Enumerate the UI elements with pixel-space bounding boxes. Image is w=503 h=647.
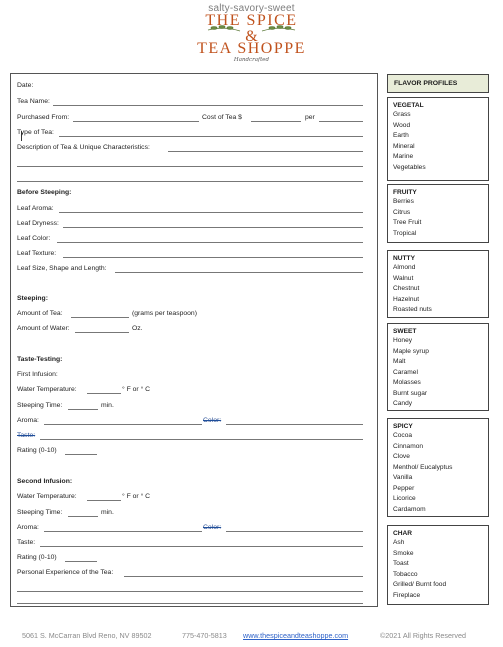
flavor-item: Honey <box>393 337 413 344</box>
tasting-form <box>10 73 378 607</box>
type-of-tea-label: Type of Tea: <box>17 129 54 136</box>
color-label-2: Color: <box>203 524 222 531</box>
color-field[interactable] <box>226 424 363 425</box>
flavor-item: Candy <box>393 400 413 407</box>
logo-handcrafted: Handcrafted <box>233 57 270 63</box>
per-label: per <box>305 114 315 121</box>
flavor-group-title: NUTTY <box>393 255 415 262</box>
leaf-color-label: Leaf Color: <box>17 235 51 242</box>
min-label: min. <box>101 402 114 409</box>
flavor-item: Menthol/ Eucalyptus <box>393 463 453 471</box>
flavor-item: Tree Fruit <box>393 219 422 226</box>
leaf-size-field[interactable] <box>115 272 363 273</box>
second-infusion-heading: Second Infusion: <box>17 478 73 485</box>
flavor-group-title: SPICY <box>393 423 413 430</box>
leaf-texture-field[interactable] <box>63 257 363 258</box>
logo-ampersand: & <box>245 28 258 45</box>
cost-field[interactable] <box>251 121 301 122</box>
flavor-item: Vanilla <box>393 474 413 481</box>
description-label: Description of Tea & Unique Characteristics: <box>17 144 150 151</box>
flavor-profiles-header: FLAVOR PROFILES <box>387 74 489 93</box>
steeping-time-field-2[interactable] <box>68 516 98 517</box>
footer-phone: 775-470-5813 <box>182 631 227 640</box>
steeping-time-label-2: Steeping Time: <box>17 509 63 516</box>
taste-field[interactable] <box>40 439 363 440</box>
description-line[interactable] <box>17 166 363 167</box>
flavor-item: Grass <box>393 111 411 118</box>
flavor-item: Walnut <box>393 274 414 282</box>
flavor-item: Clove <box>393 453 410 460</box>
rating-field-2[interactable] <box>65 561 97 562</box>
flavor-group-char <box>387 525 489 605</box>
amount-of-water-label: Amount of Water: <box>17 325 70 332</box>
flavor-item: Tobacco <box>393 570 418 578</box>
flavor-item: Vegetables <box>393 163 426 171</box>
oz-label: Oz. <box>132 325 143 332</box>
grams-per-teaspoon: (grams per teaspoon) <box>132 310 197 317</box>
text-cursor <box>21 131 22 141</box>
temperature-unit-2: ° F or ° C <box>122 493 151 500</box>
rating-label-2: Rating (0-10) <box>17 554 57 561</box>
flavor-item: Cinnamon <box>393 442 424 450</box>
taste-label-2: Taste: <box>17 539 36 546</box>
water-temperature-label-2: Water Temperature: <box>17 493 77 500</box>
tea-name-label: Tea Name: <box>17 98 50 105</box>
amount-of-tea-label: Amount of Tea: <box>17 310 63 317</box>
first-infusion-label: First Infusion: <box>17 371 58 378</box>
tea-name-field[interactable] <box>53 105 363 106</box>
type-of-tea-field[interactable] <box>59 136 363 137</box>
personal-experience-label: Personal Experience of the Tea: <box>17 569 114 576</box>
flavor-item: Chestnut <box>393 285 420 292</box>
flavor-item: Malt <box>393 358 406 365</box>
aroma-field-2[interactable] <box>44 531 202 532</box>
steeping-time-label: Steeping Time: <box>17 402 63 409</box>
logo-tagline: salty-savory-sweet <box>208 3 295 14</box>
before-steeping-heading: Before Steeping: <box>17 189 72 196</box>
water-temperature-field[interactable] <box>87 393 121 394</box>
flavor-group-title: FRUITY <box>393 189 417 196</box>
flavor-group-title: SWEET <box>393 328 417 335</box>
flavor-item: Marine <box>393 153 414 160</box>
flavor-item: Cocoa <box>393 432 413 439</box>
amount-of-water-field[interactable] <box>75 332 129 333</box>
flavor-item: Licorice <box>393 495 416 502</box>
color-field-2[interactable] <box>226 531 363 532</box>
flavor-group-sweet <box>387 323 489 411</box>
flavor-item: Mineral <box>393 142 415 150</box>
flavor-item: Hazelnut <box>393 295 420 303</box>
cost-of-tea-label: Cost of Tea $ <box>202 114 242 121</box>
leaf-size-label: Leaf Size, Shape and Length: <box>17 265 107 272</box>
aroma-field[interactable] <box>44 424 202 425</box>
description-line[interactable] <box>17 181 363 182</box>
rating-label: Rating (0-10) <box>17 447 57 454</box>
temperature-unit: ° F or ° C <box>122 386 151 393</box>
leaf-dryness-label: Leaf Dryness: <box>17 220 59 227</box>
flavor-item: Almond <box>393 264 416 271</box>
flavor-item: Roasted nuts <box>393 306 432 313</box>
rating-field[interactable] <box>65 454 97 455</box>
footer-address: 5061 S. McCarran Blvd Reno, NV 89502 <box>22 631 152 640</box>
footer-website-link[interactable]: www.thespiceandteashoppe.com <box>243 631 349 640</box>
flavor-group-nutty <box>387 250 489 318</box>
aroma-label-2: Aroma: <box>17 524 39 531</box>
water-temperature-label: Water Temperature: <box>17 386 77 393</box>
leaf-dryness-field[interactable] <box>63 227 363 228</box>
amount-of-tea-field[interactable] <box>71 317 129 318</box>
flavor-item: Earth <box>393 132 409 139</box>
footer-copyright: ©2021 All Rights Reserved <box>380 631 467 640</box>
color-label: Color: <box>203 417 222 424</box>
personal-experience-line[interactable] <box>17 591 363 592</box>
flavor-item: Fireplace <box>393 591 421 599</box>
description-field[interactable] <box>168 151 363 152</box>
logo-line-1: THE SPICE <box>205 12 298 29</box>
flavor-item: Grilled/ Burnt food <box>393 581 447 588</box>
leaf-color-field[interactable] <box>57 242 363 243</box>
taste-label: Taste: <box>17 432 36 439</box>
leaf-texture-label: Leaf Texture: <box>17 250 57 257</box>
logo <box>0 0 503 72</box>
purchased-from-label: Purchased From: <box>17 114 70 121</box>
flavor-item: Burnt sugar <box>393 389 428 397</box>
flavor-group-fruity <box>387 184 489 243</box>
flavor-item: Berries <box>393 198 414 205</box>
flavor-item: Pepper <box>393 484 415 492</box>
flavor-item: Smoke <box>393 549 414 557</box>
leaf-aroma-label: Leaf Aroma: <box>17 205 54 212</box>
steeping-time-field[interactable] <box>68 409 98 410</box>
flavor-group-title: CHAR <box>393 530 413 537</box>
flavor-item: Maple syrup <box>393 347 429 355</box>
flavor-item: Cardamom <box>393 505 426 513</box>
taste-field-2[interactable] <box>40 546 363 547</box>
date-label: Date: <box>17 82 34 89</box>
flavor-item: Tropical <box>393 229 417 237</box>
min-label-2: min. <box>101 509 114 516</box>
flavor-group-vegetal <box>387 97 489 181</box>
aroma-label: Aroma: <box>17 417 39 424</box>
purchased-from-field[interactable] <box>73 121 199 122</box>
steeping-heading: Steeping: <box>17 295 48 302</box>
flavor-item: Citrus <box>393 208 411 216</box>
flavor-group-spicy <box>387 418 489 517</box>
per-field[interactable] <box>319 121 363 122</box>
flavor-item: Ash <box>393 539 405 546</box>
flavor-item: Toast <box>393 560 409 567</box>
flavor-group-title: VEGETAL <box>393 102 424 109</box>
personal-experience-line[interactable] <box>17 603 363 604</box>
logo-line-3: TEA SHOPPE <box>197 40 306 57</box>
flavor-item: Molasses <box>393 379 421 386</box>
personal-experience-field[interactable] <box>124 576 363 577</box>
water-temperature-field-2[interactable] <box>87 500 121 501</box>
leaf-aroma-field[interactable] <box>59 212 363 213</box>
flavor-item: Caramel <box>393 368 418 376</box>
taste-testing-heading: Taste-Testing: <box>17 356 63 363</box>
flavor-item: Wood <box>393 121 411 129</box>
